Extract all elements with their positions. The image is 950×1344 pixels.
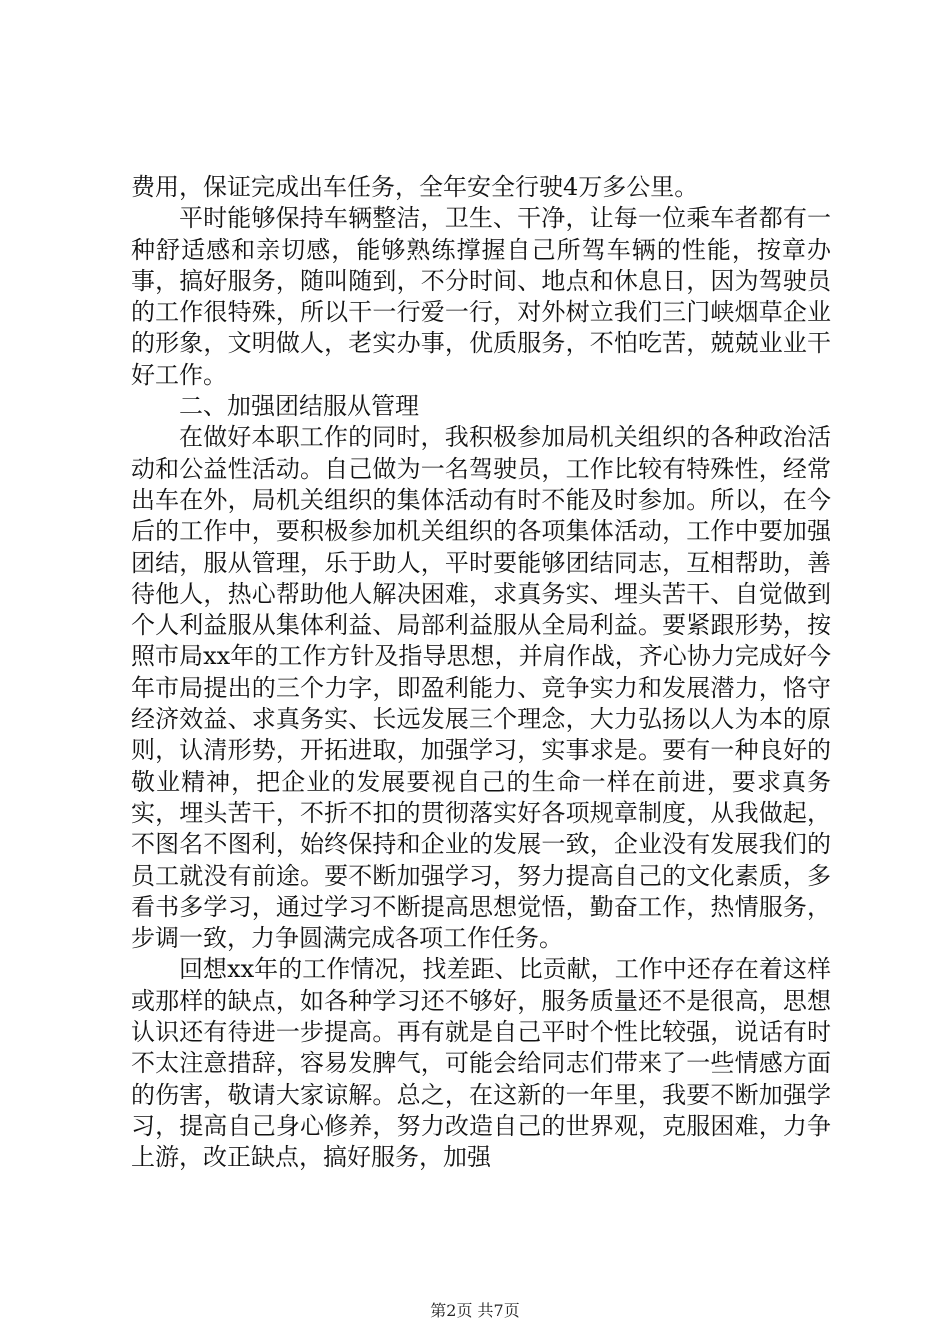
paragraph-vehicle-care: 平时能够保持车辆整洁，卫生、干净，让每一位乘车者都有一种舒适感和亲切感，能够熟练撑握自己所驾车辆的性能，按章办事，搞好服务，随叫随到，不分时间、地点和休息日，因为驾驶员的工作很特殊，所以干一行爱一行，对外树立我们三门峡烟草企业的形象，文明做人，老实办事，优质服务，不怕吃苦，兢兢业业干好工作。 [131, 204, 831, 389]
paragraph-unity: 在做好本职工作的同时，我积极参加局机关组织的各种政治活动和公益性活动。自己做为一名驾驶员，工作比较有特殊性，经常出车在外，局机关组织的集体活动有时不能及时参加。所以，在今后的工作中，要积极参加机关组织的各项集体活动，工作中要加强团结，服从管理，乐于助人，平时要能够团结同志，互相帮助，善待他人，热心帮助他人解决困难，求真务实、埋头苦干、自觉做到个人利益服从集体利益、局部利益服从全局利益。要紧跟形势，按照市局xx年的工作方针及指导思想，并肩作战，齐心协力完成好今年市局提出的三个力字，即盈利能力、竞争实力和发展潜力，恪守经济效益、求真务实、长远发展三个理念，大力弘扬以人为本的原则，认清形势，开拓进取，加强学习，实事求是。要有一种良好的敬业精神，把企业的发展要视自己的生命一样在前进，要求真务实，埋头苦干，不折不扣的贯彻落实好各项规章制度，从我做起，不图名不图利，始终保持和企业的发展一致，企业没有发展我们的员工就没有前途。要不断加强学习，努力提高自己的文化素质，多看书多学习，通过学习不断提高思想觉悟，勤奋工作，热情服务，步调一致，力争圆满完成各项工作任务。 [131, 423, 831, 953]
document-body [131, 172, 831, 1174]
section-heading-unity: 二、加强团结服从管理 [179, 392, 419, 421]
paragraph-reflection: 回想xx年的工作情况，找差距、比贡献，工作中还存在着这样或那样的缺点，如各种学习还不够好，服务质量还不是很高，思想认识还有待进一步提高。再有就是自己平时个性比较强，说话有时不太注意措辞，容易发脾气，可能会给同志们带来了一些情感方面的伤害，敬请大家谅解。总之，在这新的一年里，我要不断加强学习，提高自己身心修养，努力改造自己的世界观，克服困难，力争上游，改正缺点，搞好服务，加强 [131, 955, 831, 1172]
page-number-footer: 第2页 共7页 [430, 1301, 520, 1320]
paragraph-continuation: 费用，保证完成出车任务，全年安全行驶4万多公里。 [131, 173, 699, 201]
